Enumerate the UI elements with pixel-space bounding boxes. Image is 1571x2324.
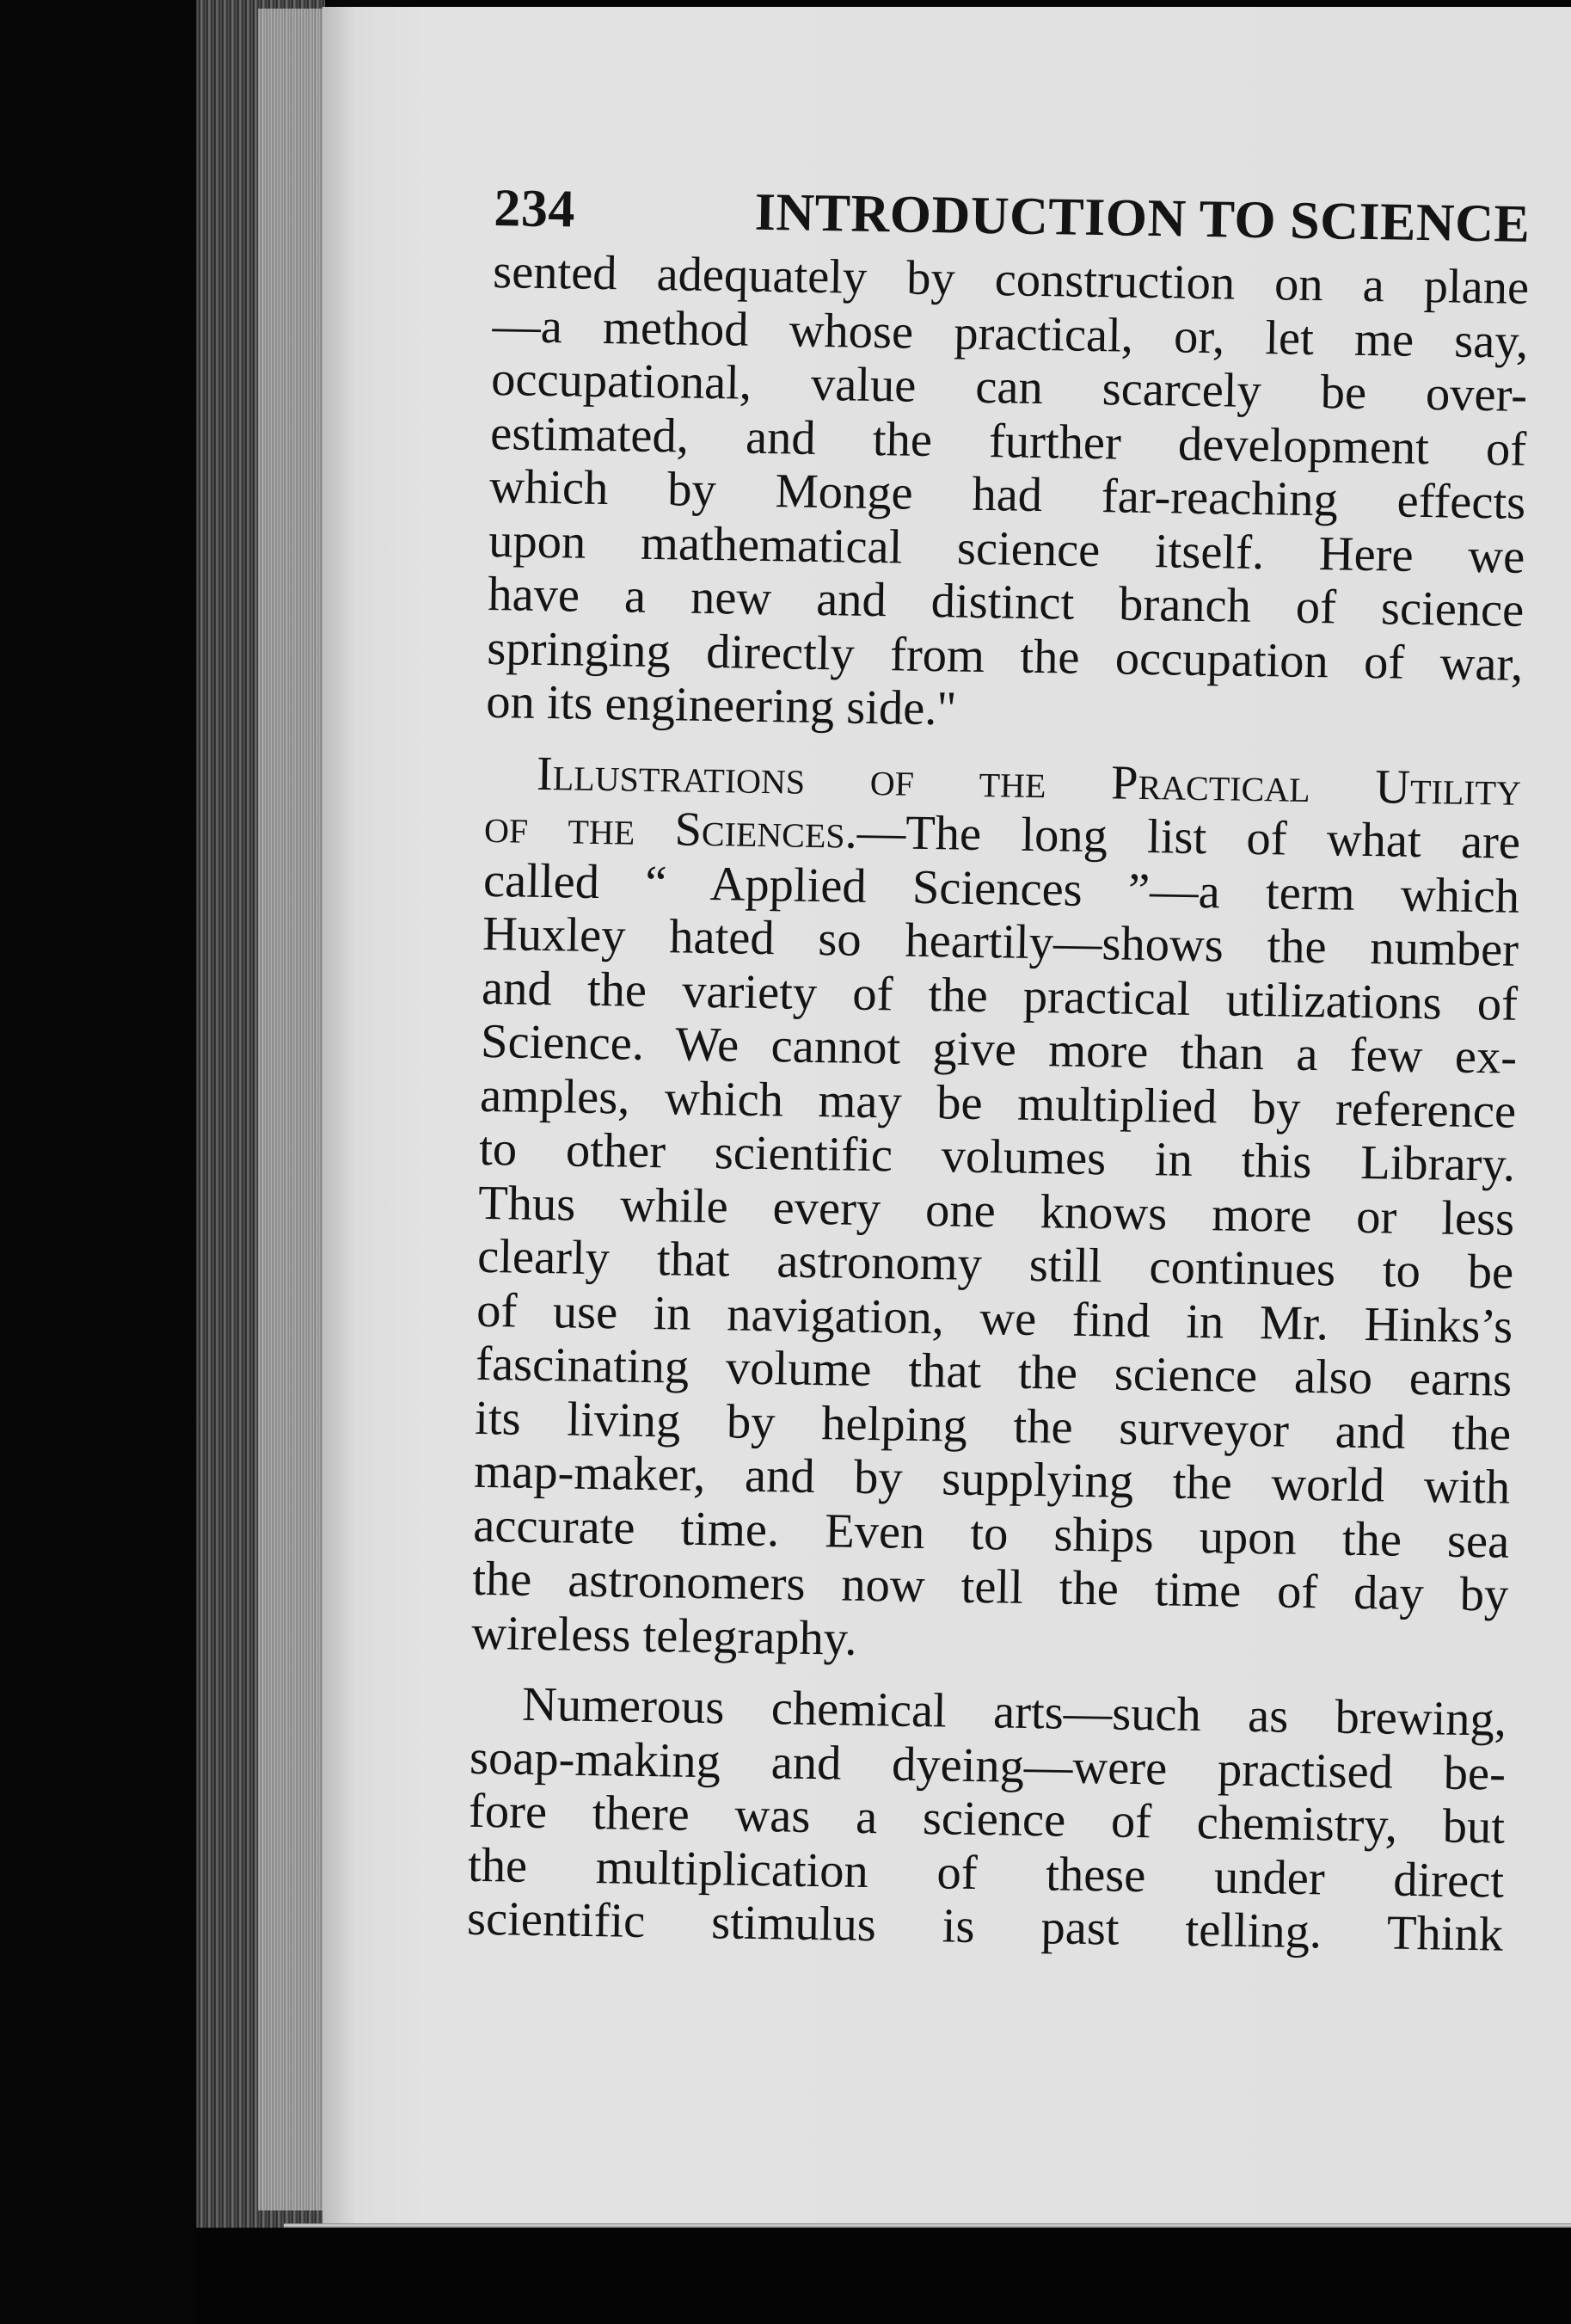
text-line: its living by helping the surveyor and the [474, 1391, 1512, 1461]
text-line: springing directly from the occupation of war, [486, 621, 1524, 692]
text-line: which by Monge had far-reaching effects [488, 459, 1526, 530]
section-heading-line: Illustrations of the Practical Utility [536, 747, 1522, 816]
text-line: on its engineering side." [485, 674, 957, 736]
paragraph-1 [486, 245, 1530, 745]
text-line: called “ Applied Sciences ”—a term which [482, 853, 1520, 924]
text-line: estimated, and the further development of [489, 406, 1527, 476]
paragraph-3 [467, 1677, 1507, 1962]
text-line: fascinating volume that the science also earns [475, 1337, 1513, 1407]
text-line: have a new and distinct branch of science [487, 567, 1525, 637]
text-line: and the variety of the practical utilizations of [481, 961, 1519, 1031]
text-line: Science. We cannot give more than a few ex- [480, 1014, 1518, 1085]
page-text [467, 176, 1531, 1962]
text-line: accurate time. Even to ships upon the sea [472, 1498, 1510, 1569]
section-heading-tail: of the Sciences. [483, 799, 858, 859]
text-line: to other scientific volumes in this Library. [478, 1122, 1516, 1192]
paragraph-2 [471, 746, 1522, 1675]
text-line: Huxley hated so heartily—shows the number [482, 907, 1519, 977]
text-line: Thus while every one knows more or less [477, 1176, 1515, 1246]
bottom-dark-strip [196, 2228, 1571, 2324]
text-line: —a method whose practical, or, let me say, [491, 298, 1529, 369]
running-title: INTRODUCTION TO SCIENCE [754, 182, 1531, 254]
text-line: Numerous chemical arts—such as brewing, [521, 1677, 1507, 1747]
text-line: scientific stimulus is past telling. Think [466, 1891, 1504, 1962]
text-line: upon mathematical science itself. Here we [488, 513, 1525, 584]
text-line: map-maker, and by supplying the world with [473, 1444, 1511, 1515]
text-line: clearly that astronomy still continues to be [476, 1229, 1514, 1300]
text-line: sented adequately by construction on a plane [492, 244, 1530, 315]
text-line: wireless telegraphy. [470, 1606, 858, 1666]
text-line: of use in navigation, we find in Mr. Hinks’s [476, 1283, 1513, 1354]
text-line: the multiplication of these under direct [467, 1838, 1505, 1909]
page-number: 234 [493, 178, 576, 239]
text-line: the astronomers now tell the time of day by [471, 1552, 1509, 1622]
text-line: amples, which may be multiplied by reference [479, 1068, 1517, 1139]
text-line: soap-making and dyeing—were practised be- [469, 1731, 1507, 1801]
text-line: fore there was a science of chemistry, but [468, 1784, 1506, 1854]
text-run: —The long list of what are [856, 805, 1521, 870]
text-line: occupational, value can scarcely be over- [490, 352, 1528, 422]
